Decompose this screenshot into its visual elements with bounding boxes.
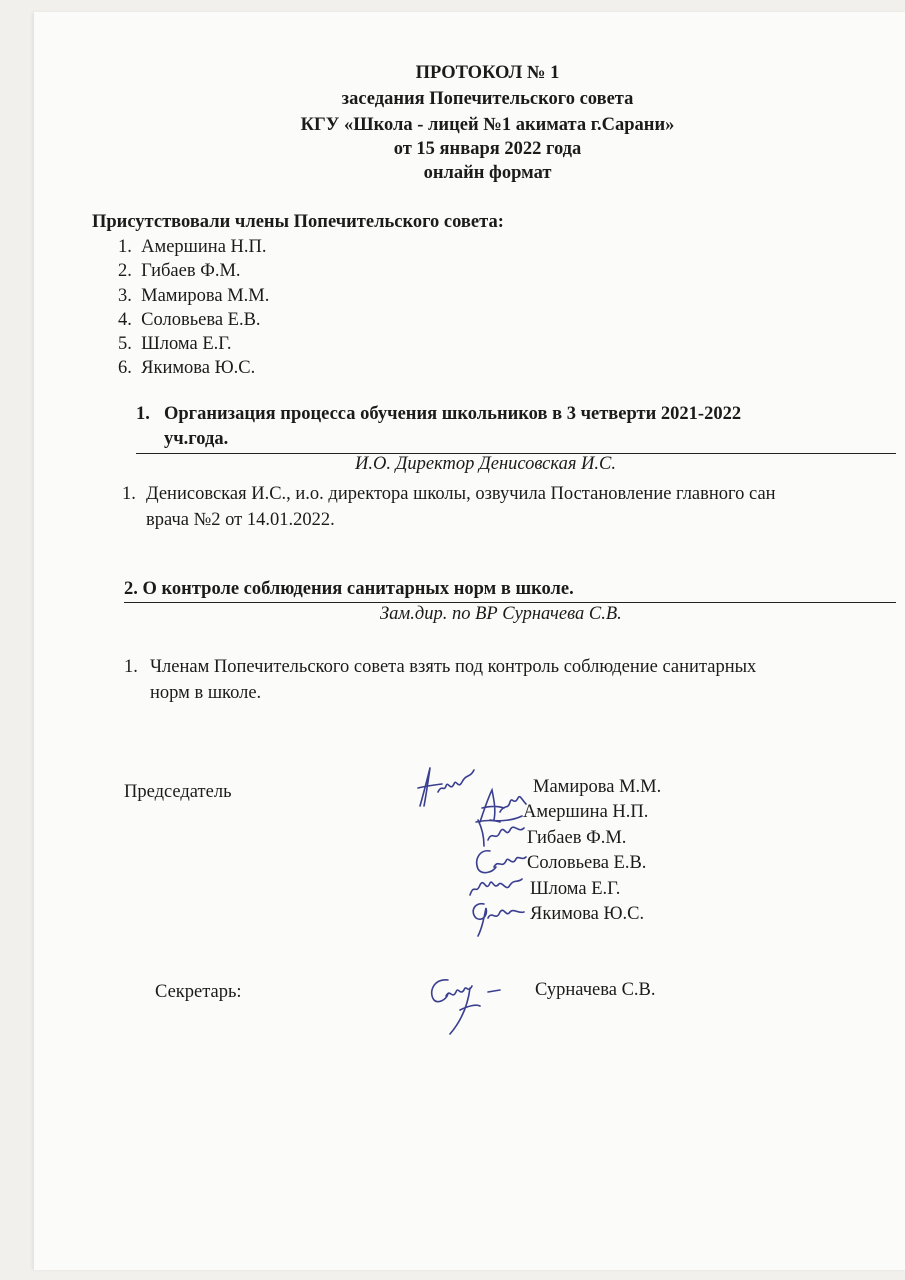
secretary-label: Секретарь: (155, 982, 242, 1002)
agenda-1-point-line2: врача №2 от 14.01.2022. (146, 510, 335, 530)
signatory-name: Соловьева Е.В. (527, 853, 647, 873)
protocol-title: ПРОТОКОЛ № 1 (415, 63, 560, 83)
agenda-2-point-number: 1. (124, 657, 138, 677)
document-page (34, 12, 905, 1270)
list-item: 5. Шлома Е.Г. (118, 334, 232, 354)
chair-label: Председатель (124, 782, 232, 802)
meeting-date: от 15 января 2022 года (393, 139, 582, 159)
signatory-name: Гибаев Ф.М. (527, 828, 627, 848)
agenda-2-speaker: Зам.дир. по ВР Сурначева С.В. (380, 604, 622, 624)
school-name: КГУ «Школа - лицей №1 акимата г.Сарани» (300, 115, 675, 135)
attendees-heading: Присутствовали члены Попечительского совета: (92, 212, 504, 232)
agenda-1-number: 1. (136, 404, 150, 424)
agenda-2-point-line2: норм в школе. (150, 683, 262, 703)
signatory-name: Амершина Н.П. (523, 802, 649, 822)
signature-yakimova (466, 898, 526, 938)
signatory-name: Мамирова М.М. (533, 777, 662, 797)
protocol-subtitle: заседания Попечительского совета (341, 89, 634, 109)
list-item: 4. Соловьева Е.В. (118, 310, 261, 330)
agenda-1-title-line2: уч.года. (164, 429, 229, 449)
signatory-name: Шлома Е.Г. (530, 879, 621, 899)
agenda-2-rule (124, 602, 896, 603)
agenda-1-speaker: И.О. Директор Денисовская И.С. (355, 454, 616, 474)
list-item: 3. Мамирова М.М. (118, 286, 270, 306)
list-item: 1. Амершина Н.П. (118, 237, 267, 257)
list-item: 6. Якимова Ю.С. (118, 358, 256, 378)
agenda-1-point-line1: Денисовская И.С., и.о. директора школы, озвучила Постановление главного сан (146, 484, 776, 504)
agenda-1-point-number: 1. (122, 484, 136, 504)
signatory-name: Якимова Ю.С. (530, 904, 645, 924)
list-item: 2. Гибаев Ф.М. (118, 261, 241, 281)
agenda-1-title-line1: Организация процесса обучения школьников в 3 четверти 2021-2022 (164, 404, 742, 424)
signature-surnacheva (420, 970, 510, 1040)
agenda-2-title: 2. О контроле соблюдения санитарных норм в школе. (124, 579, 574, 599)
agenda-2-point-line1: Членам Попечительского совета взять под контроль соблюдение санитарных (150, 657, 757, 677)
secretary-name: Сурначева С.В. (535, 980, 656, 1000)
meeting-format: онлайн формат (423, 163, 552, 183)
